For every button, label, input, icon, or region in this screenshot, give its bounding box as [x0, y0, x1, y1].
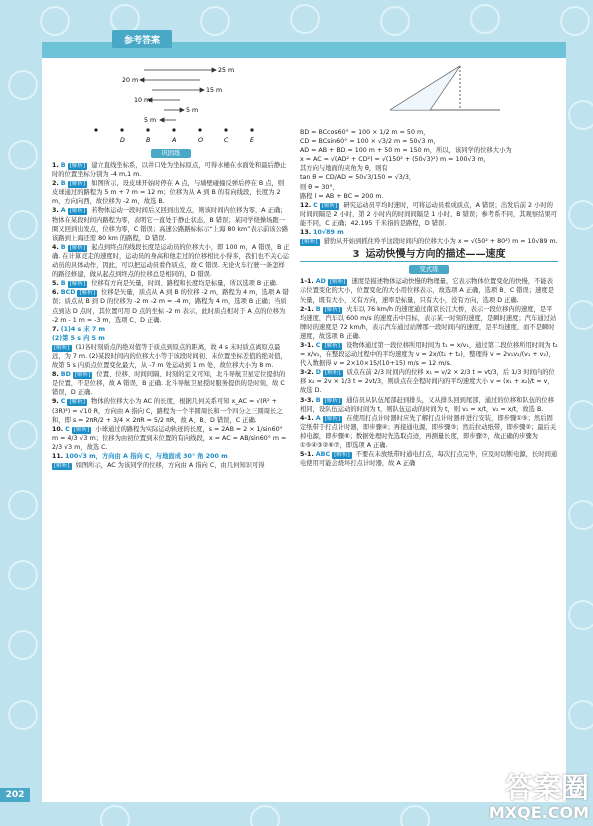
left-column	[52, 60, 290, 470]
analysis-text: 如图所示，AC 为该同学的位移，方向由 A 指向 C，由几何知识可得	[75, 462, 265, 470]
analysis-tag: [解析]	[324, 306, 341, 313]
answer-item	[300, 201, 558, 228]
analysis-text: AD = AB + BD = 100 m + 50 m = 150 m，所以，该同学的位移大小为	[300, 147, 512, 155]
right-column	[300, 60, 558, 468]
answer-item	[52, 334, 290, 343]
analysis-text: 设物体通过第一段位移所用时间为 t₁ = x/v₁，通过第二段位移所用时间为 t₂ = x/v₂，在整段运动过程中的平均速度为 v = 2x/(t₁ + t₂)，整理得 v = 2v₁v₂/(v₁ + v₂)，代入数据得 v = 2×10×15/(10+15) m/s = 12 m/s.	[300, 341, 558, 368]
analysis-tag: [解析]	[54, 463, 70, 470]
analysis-tag: [解析]	[324, 397, 341, 404]
answer-choice: C	[65, 425, 70, 433]
answer-item	[52, 206, 290, 242]
diagram-label-10m: 10 m	[134, 97, 151, 104]
question-number: 2-1.	[300, 305, 314, 313]
question-number: 6.	[52, 289, 59, 297]
analysis-tag: [解析]	[73, 426, 90, 433]
watermark-main: 答案圈	[504, 771, 589, 804]
analysis-tag: [解析]	[69, 163, 86, 169]
answer-item	[300, 228, 558, 237]
answer-choice: BD	[60, 371, 71, 379]
answer-choice: D	[315, 369, 322, 377]
question-number: 13.	[300, 229, 312, 237]
answer-choice: A	[60, 207, 66, 215]
analysis-text: 质点在前 2/3 时间内的位移 x₁ = v/2 × 2/3 t = vt/3，后 1/3 时间内的位移 x₂ = 2v × 1/3 t = 2vt/3，则质点在全程时间内的平均速度大小 v = (x₁ + x₂)/t = v，故选 D.	[300, 369, 555, 395]
triangle-diagram	[300, 60, 558, 128]
axis-point-d: D	[120, 137, 125, 144]
answer-item	[300, 155, 558, 164]
answer-item	[52, 288, 290, 324]
page-number: 202	[0, 788, 30, 802]
analysis-text: tan θ = CD/AD = 50√3/150 = √3/3，	[300, 174, 416, 182]
answer-item	[52, 461, 290, 470]
question-number: 5-1.	[300, 451, 314, 459]
answer-item	[52, 452, 290, 461]
answer-choice: ABC	[315, 451, 331, 459]
answer-choice: B	[60, 162, 66, 169]
question-number: 7.	[52, 325, 59, 333]
header-tab: 参考答案	[112, 30, 172, 48]
analysis-text: 研究运动员平均时速时，可将运动员看成质点，A 错误；出发后前 2 小时的时间间隔是 2 小时，第 2 小时内的时间间隔是 1 小时，B 错误；参考系不同，其观察结果可能不同，C 正确；42.195 千米指的是路程，D 错误.	[300, 201, 558, 227]
answer-choice: A	[315, 414, 321, 422]
answer-item	[52, 325, 290, 334]
analysis-tag: [解析]	[321, 202, 338, 209]
question-number: 3-3.	[300, 396, 314, 404]
answer-item	[300, 450, 558, 468]
right-answer-list	[300, 128, 558, 246]
answer-item	[300, 146, 558, 155]
answer-choice: B	[60, 280, 66, 288]
answer-item	[52, 179, 290, 206]
analysis-text: 火车以 76 km/h 的速度通过南京长江大桥，表示一段位移内的速度，是平均速度，汽车以 600 m/s 的速度击中目标，表示某一时刻的速度，是瞬时速度；汽车通过站牌时的速度是 72 km/h，表示汽车通过站牌那一段时间内的速度，是平均速度，而不是瞬时速度，故选项 B 正确.	[300, 305, 557, 340]
displacement-diagram	[52, 60, 290, 146]
analysis-text: 位置、位移、时间间隔、时刻的定义可知，北斗导航卫星定位提供的是位置，不是位移，故 A 错误，B 正确. 北斗导航卫星授时服务提供的是时刻，故 C 错误，D 正确.	[52, 371, 286, 397]
question-number: 8.	[52, 371, 59, 379]
analysis-text: 建立直线坐标系，以井口处为坐标原点，可得水桶在水面处和最后静止时的位置坐标分别为 -4 m,1 m.	[52, 162, 287, 179]
answer-item	[52, 397, 290, 424]
answer-choice: B	[60, 180, 66, 188]
question-number: 3-1.	[300, 341, 314, 349]
analysis-tag: [解析]	[302, 239, 318, 246]
analysis-text: 起点到终点的线段长度是运动员的位移大小，即 100 m，A 错误，B 正确. 在计算竞走的速度时，运动员的身高和他走过的位移相比小得多，我们也不关心运动员的具体动作，因此，可以把运动员看作质点，故 C 错误. 无论火车行驶一条怎样的路径修建，做从起点到终点的位移总是相同的，D 错误.	[52, 243, 290, 279]
question-number: 5.	[52, 280, 59, 288]
analysis-tag: [解析]	[329, 279, 346, 286]
answer-choice: 10√89 m	[313, 229, 344, 237]
answer-choice: B	[315, 396, 321, 404]
answer-choice: B	[315, 305, 321, 313]
answer-choice: C	[313, 201, 318, 209]
analysis-text: x = AC = √(AD² + CD²) = √(150² + (50√3)²) m = 100√3 m，	[300, 156, 490, 164]
axis-point-a: A	[172, 137, 177, 144]
question-number: 12.	[300, 201, 312, 209]
question-number: 1-1.	[300, 278, 314, 286]
answer-choice: C	[60, 398, 66, 406]
diagram-label-15m: 15 m	[206, 87, 223, 94]
axis-point-e: E	[250, 137, 254, 144]
analysis-tag: [解析]	[54, 344, 70, 351]
analysis-text: 其方向与地面的夹角为 θ，则有	[300, 165, 388, 173]
answer-choice: C	[315, 341, 321, 349]
analysis-text: 位移有方向是矢量，时间、路程和长度均是标量，所以选项 B 正确.	[91, 280, 278, 288]
analysis-text: 不要在未放纸带时通电打点，每次打点完毕，应及时切断电源，长时间通电使用可能会烧坏打点计时器，故 A 正确	[300, 451, 558, 468]
analysis-text: CD = BCsin60° = 100 × √3/2 m = 50√3 m，	[300, 138, 440, 146]
question-number: 4-1.	[300, 414, 314, 422]
answer-choice: BCD	[60, 289, 76, 297]
answer-item	[300, 192, 558, 201]
diagram-label-5m-a: 5 m	[186, 107, 199, 114]
analysis-text: 路程 l = AB + BC = 200 m.	[300, 192, 384, 200]
answer-choice: AD	[315, 278, 326, 286]
analysis-tag: [解析]	[69, 244, 86, 251]
analysis-text: 如图所示，设皮球开始时停在 A 点，与墙壁碰撞反弹后停在 B 点，则皮球通过的路程为 5 m + 7 m = 12 m；位移为从 A 到 B 的有向线段，长度为 2 m，方向向西，故位移为 -2 m，故选 B.	[52, 180, 285, 206]
answer-item	[300, 305, 558, 341]
analysis-text: 猎豹从开始到抓住羚羊这段时间内的位移大小为 x = √(50² + 80²) m = 10√89 m.	[323, 238, 558, 246]
analysis-text: BD = BCcos60° = 100 × 1/2 m = 50 m，	[300, 129, 430, 136]
answer-item	[300, 164, 558, 173]
question-number: 9.	[52, 398, 59, 406]
chapter-title: 运动快慢与方向的描述——速度	[365, 249, 506, 261]
watermark-sub: MXQE.COM	[488, 803, 589, 822]
diagram-label-5m-b: 5 m	[144, 117, 157, 124]
analysis-tag: [解析]	[334, 452, 350, 459]
answer-item	[300, 277, 558, 304]
analysis-text: 物体的位移大小为 AC 的长度，根据几何关系可知 x_AC = √(R² + (3R)²) = √10 R，方向由 A 指向 C，路程为一个半圆周长和一个四分之三圆周长之和，即 s = 2πR/2 + 3/4 × 2πR = 5/2 πR，故 A、B、D 错误，C 正确.	[52, 398, 283, 424]
answer-choice: (1)4 s 末 7 m	[60, 325, 106, 333]
analysis-tag: [解析]	[69, 181, 86, 188]
answer-choice: (2)第 5 s 内 5 m	[52, 334, 105, 342]
answer-item	[300, 341, 558, 368]
question-number: 10.	[52, 425, 64, 433]
answer-item	[300, 183, 558, 192]
answer-item	[300, 137, 558, 146]
question-number: 11.	[52, 453, 64, 460]
question-number: 1.	[52, 162, 59, 169]
answer-item	[52, 425, 290, 452]
answer-choice: B	[60, 243, 66, 251]
analysis-text: 速度是描述物体运动快慢的物理量，它表示物体位置变化的快慢，不能表示位置变化的大小，位置变化的大小用位移表示，故选项 A 正确，选项 B、C 错误；速度是矢量，既有大小，又有方向，速率是标量，只有大小，没有方向，选项 D 正确.	[300, 278, 555, 304]
axis-point-c: C	[224, 137, 229, 144]
analysis-text: (1)各时刻质点的绝对值等于质点到原点的距离，故 4 s 末时质点离原点最远，为 7 m. (2)某段时间内的位移大小等于该段时间初、末位置坐标差值的绝对值，故第 5 s 内质点位置变化最大，从 -7 m 处运动到 1 m 处，故位移大小为 8 m.	[52, 343, 287, 370]
axis-point-o: O	[198, 137, 203, 144]
question-number: 3.	[52, 207, 59, 215]
answer-item	[300, 414, 558, 450]
analysis-tag: [解析]	[69, 399, 85, 406]
question-number: 3-2.	[300, 369, 314, 377]
chapter-number: 3	[352, 249, 360, 261]
diagram-label-20m: 20 m	[122, 77, 139, 84]
analysis-tag: [解析]	[74, 372, 91, 379]
question-number: 2.	[52, 180, 59, 188]
question-number: 4.	[52, 243, 59, 251]
answer-item	[52, 370, 290, 397]
analysis-text: 通信员从队伍尾部赶到排头，又从排头回到尾部，通过的位移和队伍的位移相同，设队伍运动的时间为 t，则队伍运动的时间为 t，则 v₁ = x/t，v₂ = x/t，故选 B.	[300, 396, 554, 413]
answer-item	[300, 237, 558, 246]
analysis-tag: [解析]	[324, 415, 341, 422]
analysis-tag: [解析]	[324, 342, 340, 349]
analysis-text: 在使用打点计时器时应先了解打点计时器并进行安装，即步骤①⑤；然后固定纸带于打点计时器，即步骤④；再接通电源，即步骤③；然后拉动纸带，即步骤②；最后关掉电源，即步骤⑥；数据处理时先选取点迹，再测量长度，即步骤⑦，故正确的步骤为①⑤④③②⑥⑦，即选项 A 正确.	[300, 414, 557, 449]
analysis-tag: [解析]	[325, 370, 341, 377]
answer-item	[300, 368, 558, 395]
analysis-tag: [解析]	[79, 290, 96, 297]
answer-item	[52, 343, 290, 370]
diagram-label-25m: 25 m	[218, 67, 235, 74]
answer-item	[300, 173, 558, 182]
answer-item	[300, 396, 558, 414]
answer-choice: 100√3 m，方向由 A 指向 C，与地面成 30° 角 200 m	[65, 453, 228, 460]
analysis-text: 若物体运动一段时间后又回到出发点，则该时间内位移为零，A 正确；物体在某段时间内路程为零，表明它一直处于静止状态，B 错误；某同学绕操场跑一圈又回到出发点，位移为零，C 错误；高速公路路标标示“上海 80 km”表示前该公路该路到上海还需 80 km 的路程，D 错误.	[52, 207, 289, 242]
analysis-tag: [解析]	[69, 208, 86, 215]
right-answer-list-2	[300, 277, 558, 468]
axis-point-b: B	[146, 137, 151, 144]
answer-item	[52, 243, 290, 279]
watermark	[489, 773, 589, 822]
analysis-text: 位移是矢量，质点从 A 到 B 的位移 -2 m，路程为 4 m，选项 A 错误；质点从 B 到 D 的位移为 -2 m -2 m = -4 m，路程为 4 m，选项 B 正确；当质点到达 D 点时，其位置可用 D 点的坐标 -2 m 表示，此时质点相对于 A 点的位移为 -2 m - 1 m = -3 m，选项 C、D 正确.	[52, 289, 289, 324]
left-answer-list	[52, 161, 290, 470]
analysis-text: 则 θ = 30°，	[300, 183, 339, 191]
answer-item	[52, 161, 290, 179]
section-base-label: 变式练	[409, 265, 449, 274]
section-practice-label: 巩固练	[151, 149, 191, 158]
answer-item	[300, 128, 558, 137]
answer-item	[52, 279, 290, 288]
analysis-tag: [解析]	[69, 281, 86, 288]
analysis-text: 小球通过的路程为实际运动轨迹的长度，s = 2AB = 2 × 1/sin60° m = 4/3 √3 m；位移为由初位置到末位置的有向线段，x = AC = AB/sin60° m = 2/3 √3 m，故选 C.	[52, 425, 287, 451]
chapter-heading	[300, 250, 558, 259]
